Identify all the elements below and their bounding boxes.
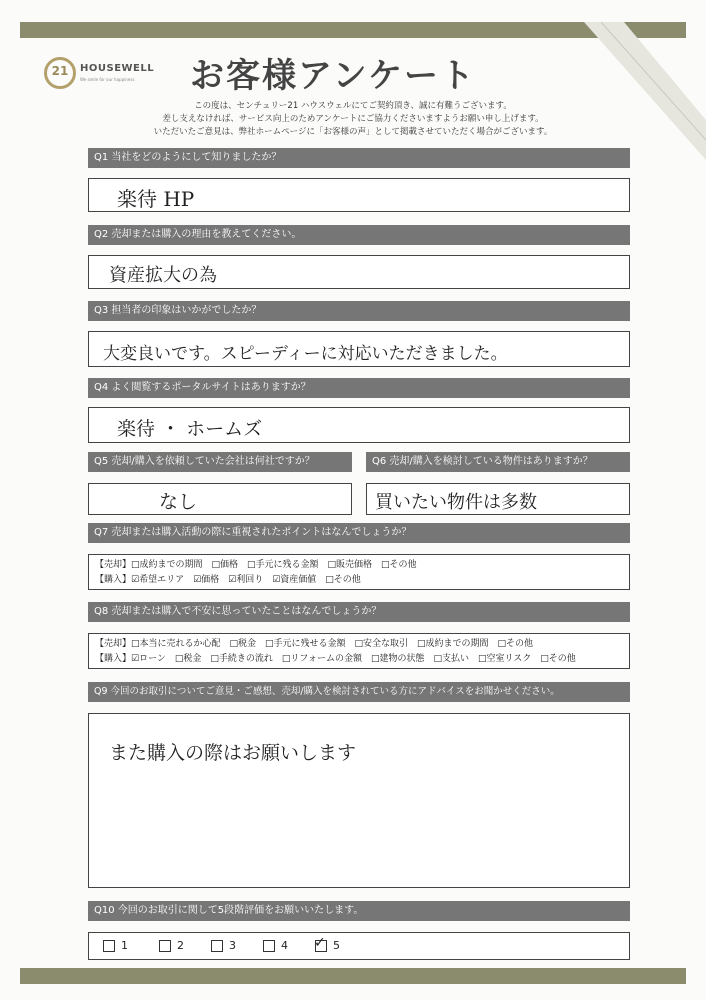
rating-option-4[interactable] <box>263 939 288 952</box>
q3-answer: 大変良いです。スピーディーに対応いただきました。 <box>103 344 508 364</box>
rating-option-2[interactable] <box>159 939 184 952</box>
q8-sell-options[interactable]: 【売却】□本当に売れるか心配 □税金 □手元に残せる金額 □安全な取引 □成約までの期間 □その他 <box>95 639 534 649</box>
q1-answer-box[interactable] <box>88 178 630 212</box>
bottom-decor-bar <box>20 968 686 984</box>
logo-tagline: We smile for our happiness <box>80 77 135 82</box>
q10-rating-box <box>88 932 630 960</box>
rating-checkbox[interactable] <box>159 940 171 952</box>
q6-label: Q6 売却/購入を検討している物件はありますか？ <box>366 452 630 472</box>
q9-answer: また購入の際はお願いします <box>109 742 357 764</box>
q9-label: Q9 今回のお取引についてご意見・ご感想、売却/購入を検討されている方にアドバイスをお聞かせください。 <box>88 682 630 702</box>
rating-label: 3 <box>229 939 236 952</box>
q7-sell-options[interactable]: 【売却】□成約までの期間 □価格 □手元に残る金額 □販売価格 □その他 <box>95 560 417 570</box>
q5-answer: なし <box>159 491 198 513</box>
rating-label: 4 <box>281 939 288 952</box>
rating-checkbox[interactable] <box>211 940 223 952</box>
page-title: お客様アンケート <box>190 56 476 96</box>
q2-label: Q2 売却または購入の理由を教えてください。 <box>88 225 630 245</box>
q8-label: Q8 売却または購入で不安に思っていたことはなんでしょうか？ <box>88 602 630 622</box>
rating-checkbox-checked[interactable] <box>314 934 327 952</box>
q4-answer-box[interactable] <box>88 407 630 443</box>
intro-line: 差し支えなければ、サービス向上のためアンケートにご協力くださいますようお願い申し上げます。 <box>162 114 544 124</box>
q7-options-box <box>88 554 630 590</box>
rating-option-5[interactable] <box>314 934 340 952</box>
intro-line: この度は、センチュリー21 ハウスウェルにてご契約頂き、誠に有難うございます。 <box>194 101 512 111</box>
q1-label: Q1 当社をどのようにして知りましたか？ <box>88 148 630 168</box>
q9-answer-box[interactable] <box>88 713 630 888</box>
q6-answer-box[interactable] <box>366 483 630 515</box>
logo-number: 21 <box>51 64 69 78</box>
checkmark-icon: ✓ <box>314 934 326 951</box>
rating-label: 5 <box>333 939 340 952</box>
q4-label: Q4 よく閲覧するポータルサイトはありますか？ <box>88 378 630 398</box>
logo-name: HOUSEWELL <box>80 63 155 74</box>
q6-answer: 買いたい物件は多数 <box>375 492 537 513</box>
q2-answer-box[interactable] <box>88 255 630 289</box>
q3-label: Q3 担当者の印象はいかがでしたか？ <box>88 301 630 321</box>
q7-label: Q7 売却または購入活動の際に重視されたポイントはなんでしょうか？ <box>88 523 630 543</box>
intro-line: いただいたご意見は、弊社ホームページに「お客様の声」として掲載させていただく場合がございます。 <box>153 127 553 137</box>
corner-ribbon <box>546 0 706 170</box>
q8-buy-options[interactable]: 【購入】☑ローン □税金 □手続きの流れ □リフォームの金額 □建物の状態 □支払い □空室リスク □その他 <box>95 654 576 664</box>
q8-options-box <box>88 633 630 669</box>
rating-checkbox[interactable] <box>263 940 275 952</box>
rating-label: 1 <box>121 939 128 952</box>
q4-answer: 楽待 ・ ホームズ <box>117 418 263 440</box>
q1-answer: 楽待 HP <box>117 187 195 211</box>
rating-label: 2 <box>177 939 184 952</box>
rating-checkbox[interactable] <box>103 940 115 952</box>
rating-option-1[interactable] <box>103 939 128 952</box>
q5-answer-box[interactable] <box>88 483 352 515</box>
rating-option-3[interactable] <box>211 939 236 952</box>
q7-buy-options[interactable]: 【購入】☑希望エリア ☑価格 ☑利回り ☑資産価値 □その他 <box>95 575 361 585</box>
intro-text <box>100 100 606 139</box>
q10-label: Q10 今回のお取引に関して5段階評価をお願いいたします。 <box>88 901 630 921</box>
q2-answer: 資産拡大の為 <box>109 265 217 286</box>
q5-label: Q5 売却/購入を依頼していた会社は何社ですか？ <box>88 452 352 472</box>
q3-answer-box[interactable] <box>88 331 630 367</box>
